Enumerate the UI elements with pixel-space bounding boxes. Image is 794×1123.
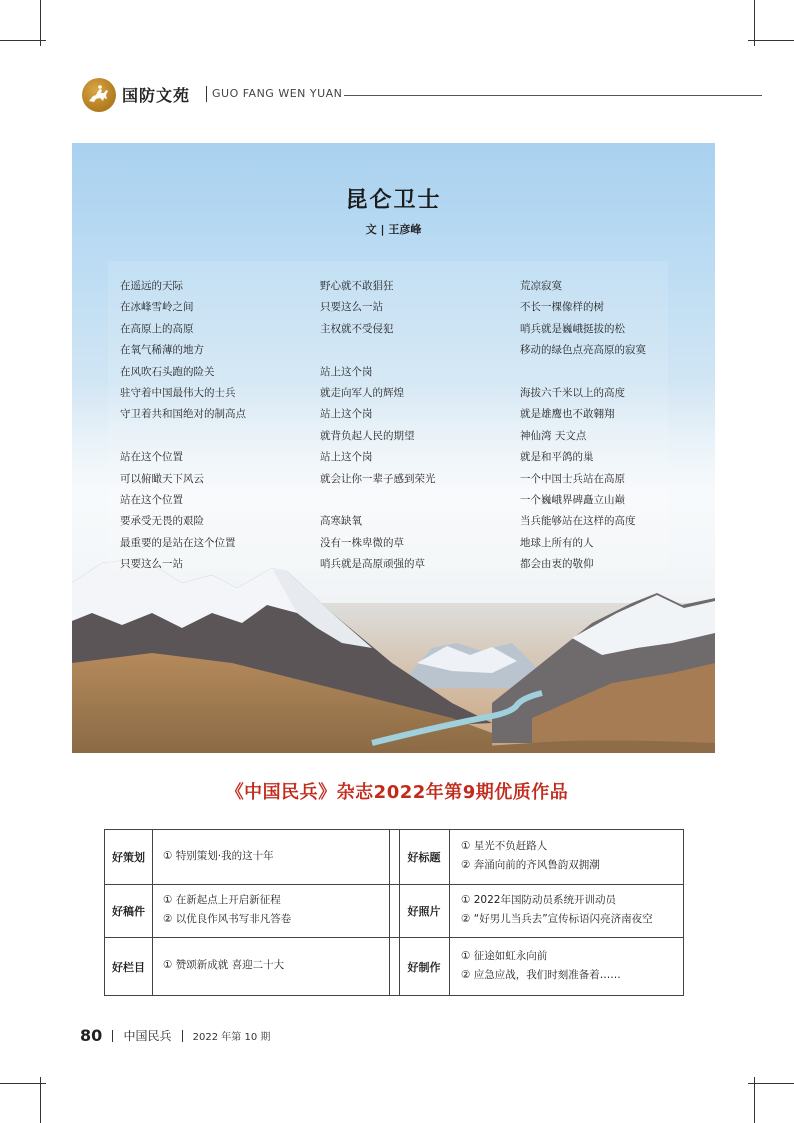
award-items <box>461 947 621 985</box>
poem-column-1 <box>120 276 246 575</box>
poem-line: 一个中国士兵站在高原 <box>520 472 625 485</box>
poem-line: 最重要的是站在这个位置 <box>120 536 236 549</box>
page-number: 80 <box>80 1026 103 1045</box>
poem-line: 野心就不敢猖狂 <box>320 280 394 292</box>
award-item: ① 在新起点上开启新征程 <box>163 893 281 906</box>
award-category: 好栏目 <box>112 960 145 974</box>
award-category: 好稿件 <box>112 904 145 918</box>
poem-column-3 <box>520 276 646 575</box>
poem-line: 在高原上的高原 <box>120 322 194 335</box>
poem-line: 就是雄鹰也不敢翱翔 <box>520 408 615 421</box>
award-item: ① 赞颂新成就 喜迎二十大 <box>163 959 285 971</box>
poem-line: 神仙湾 天文点 <box>520 429 587 442</box>
poem-line: 在遥远的天际 <box>120 280 183 292</box>
footer-divider <box>112 1030 113 1042</box>
poem-line: 站在这个位置 <box>120 451 183 464</box>
footer-divider <box>182 1030 183 1042</box>
award-items <box>163 847 274 866</box>
poem-line: 在风吹石头跑的险关 <box>120 365 215 378</box>
issue-label: 2022 年第 10 期 <box>192 1032 271 1043</box>
header-rule <box>344 95 762 96</box>
poem-line: 驻守着中国最伟大的士兵 <box>120 386 236 399</box>
crop-mark <box>748 1083 794 1084</box>
poem-line: 没有一株卑微的草 <box>320 536 404 549</box>
poem-line: 高寒缺氧 <box>320 515 362 528</box>
award-category: 好标题 <box>407 851 441 864</box>
award-item: ② 应急应战，我们时刻准备着…… <box>461 968 621 981</box>
award-items <box>461 891 653 929</box>
table-divider <box>152 830 153 995</box>
horse-rider-logo-icon <box>82 78 116 112</box>
table-divider <box>449 830 450 995</box>
award-item: ① 特别策划·我的这十年 <box>163 849 274 862</box>
poem-line: 移动的绿色点亮高原的寂寞 <box>520 344 646 357</box>
table-divider <box>105 884 683 885</box>
poem-line: 可以俯瞰天下风云 <box>120 472 204 485</box>
crop-mark <box>0 1083 46 1084</box>
poem-line <box>320 490 436 511</box>
section-title: 国防文苑 <box>122 86 191 105</box>
poem-illustration <box>72 143 715 753</box>
award-item: ② 以优良作风书写非凡答卷 <box>163 912 292 925</box>
poem-line: 站在这个位置 <box>120 493 183 506</box>
poem-line: 当兵能够站在这样的高度 <box>520 515 636 528</box>
award-item: ② “好男儿当兵去”宣传标语闪亮济南夜空 <box>461 912 653 925</box>
section-subtitle: GUO FANG WEN YUAN <box>212 87 343 100</box>
poem-line <box>120 426 246 447</box>
poem-line: 不长一棵像样的树 <box>520 301 604 314</box>
poem-line: 哨兵就是高原顽强的草 <box>320 558 425 571</box>
poem-line: 都会由衷的敬仰 <box>520 558 594 571</box>
poem-line <box>520 362 646 383</box>
table-divider <box>105 937 683 938</box>
poem-line: 守卫着共和国绝对的制高点 <box>120 408 246 421</box>
award-item: ① 2022年国防动员系统开训动员 <box>461 893 616 906</box>
awards-caption: 《中国民兵》杂志2022年第9期优质作品 <box>225 782 569 803</box>
awards-table <box>104 829 684 996</box>
poem-line: 只要这么一站 <box>320 301 383 314</box>
award-item: ① 征途如虹永向前 <box>461 949 548 962</box>
award-item: ② 奔涌向前的齐风鲁韵双拥潮 <box>461 859 600 871</box>
poem-line: 站上这个岗 <box>320 408 373 421</box>
award-category: 好制作 <box>407 960 441 974</box>
poem-line: 站上这个岗 <box>320 365 373 378</box>
crop-mark <box>0 40 46 41</box>
award-items <box>461 837 600 875</box>
poem-line: 在冰峰雪岭之间 <box>120 301 194 314</box>
crop-mark <box>748 40 794 41</box>
poem-line: 荒凉寂寞 <box>520 280 562 292</box>
table-divider <box>389 830 390 995</box>
poem-line: 要承受无畏的艰险 <box>120 515 204 528</box>
page-footer <box>80 1025 270 1045</box>
poem-line: 只要这么一站 <box>120 558 183 571</box>
magazine-name: 中国民兵 <box>123 1029 172 1043</box>
award-items <box>163 956 284 975</box>
award-category: 好照片 <box>407 904 441 918</box>
poem-line: 海拔六千米以上的高度 <box>520 386 625 399</box>
poem-line: 主权就不受侵犯 <box>320 322 394 335</box>
award-items <box>163 891 291 929</box>
poem-line: 在氧气稀薄的地方 <box>120 344 204 357</box>
title-divider <box>206 86 207 102</box>
poem-line: 就背负起人民的期望 <box>320 429 415 442</box>
poem-line: 就会让你一辈子感到荣光 <box>320 472 436 485</box>
award-item: ① 星光不负赶路人 <box>461 840 548 852</box>
poem-line <box>320 340 436 361</box>
poem-author: 文 | 王彦峰 <box>365 223 422 236</box>
poem-line: 就走向军人的辉煌 <box>320 386 404 399</box>
poem-line: 哨兵就是巍峨挺拔的松 <box>520 322 625 335</box>
poem-line: 站上这个岗 <box>320 451 373 464</box>
poem-column-2 <box>320 276 436 575</box>
poem-line: 就是和平鸽的巢 <box>520 451 594 464</box>
award-category: 好策划 <box>112 851 145 864</box>
poem-line: 地球上所有的人 <box>520 536 594 549</box>
section-header <box>82 78 762 112</box>
poem-line: 一个巍峨界碑矗立山巅 <box>520 493 625 506</box>
poem-title: 昆仑卫士 <box>345 187 442 213</box>
